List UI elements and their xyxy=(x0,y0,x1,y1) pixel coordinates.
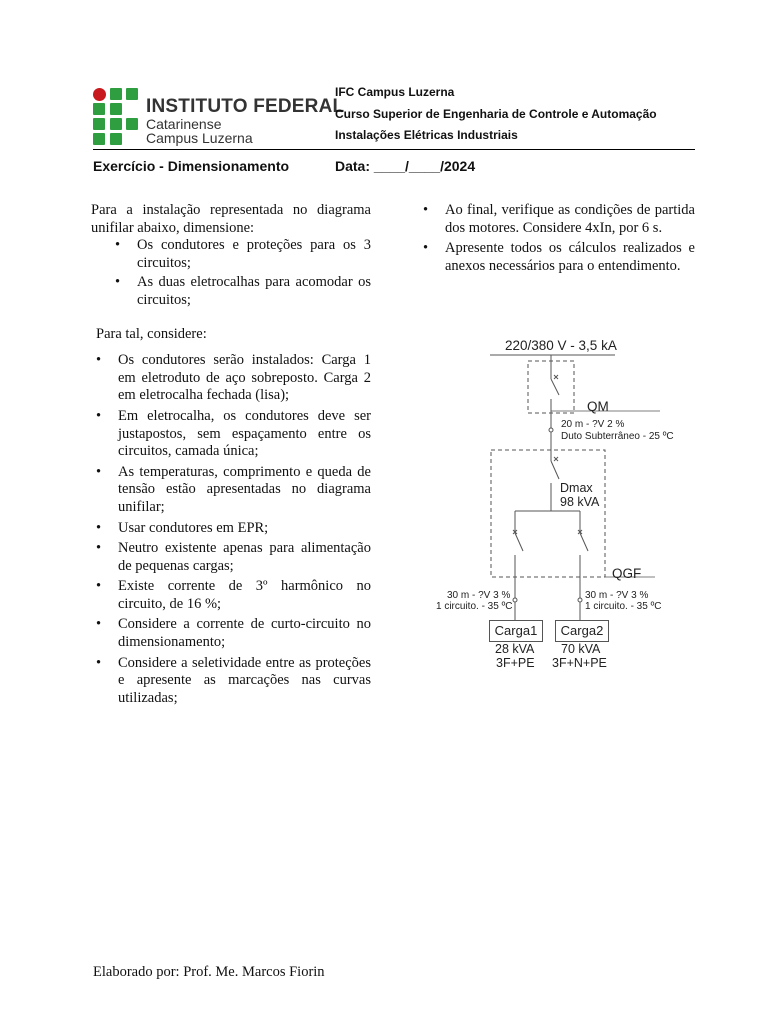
instructions-right-column xyxy=(418,202,695,278)
feeder-length-label: 20 m - ?V 2 % xyxy=(561,419,625,430)
list-item: • Usar condutores em EPR; xyxy=(91,520,371,538)
source-label: 220/380 V - 3,5 kA xyxy=(505,338,617,353)
date-field: Data: ____/____/2024 xyxy=(335,158,476,174)
author-footer: Elaborado por: Prof. Me. Marcos Fiorin xyxy=(93,964,325,980)
institution-logo xyxy=(93,88,345,146)
qgf-enclosure xyxy=(491,450,605,577)
list-item: • Considere a seletividade entre as proteções e apresente as marcações nas curvas utilizadas; xyxy=(91,655,371,708)
feeder-install-label: Duto Subterrâneo - 25 ºC xyxy=(561,431,674,442)
circuit2-breaker-contact xyxy=(580,533,588,551)
qm-label: QM xyxy=(587,399,609,414)
list-item: • Apresente todos os cálculos realizados e anexos necessários para o entendimento. xyxy=(418,240,695,275)
logo-square xyxy=(110,118,122,130)
circuit1-install-label: 1 circuito. - 35 ºC xyxy=(436,601,513,612)
list-item: • Os condutores e proteções para os 3 circuitos; xyxy=(91,237,371,272)
circuit1-breaker-contact xyxy=(515,533,523,551)
list-item: • Ao final, verifique as condições de partida dos motores. Considere 4xIn, por 6 s. xyxy=(418,202,695,237)
logo-square xyxy=(93,103,105,115)
qgf-label: QGF xyxy=(612,566,642,581)
exercise-title: Exercício - Dimensionamento xyxy=(93,158,290,174)
qgf-main-breaker-contact xyxy=(551,461,559,479)
circuit2-install-label: 1 circuito. - 35 ºC xyxy=(585,601,662,612)
list-item: • Os condutores serão instalados: Carga 1 em eletroduto de aço sobreposto. Carga 2 em eletrocalha fechada (lisa); xyxy=(91,352,371,405)
intro-text: Para a instalação representada no diagrama unifilar abaixo, dimensione: xyxy=(91,202,371,236)
logo-square xyxy=(110,88,122,100)
header-discipline: Instalações Elétricas Industriais xyxy=(335,128,518,142)
consider-label: Para tal, considere: xyxy=(96,325,207,342)
header-divider xyxy=(93,149,695,150)
circuit1-node xyxy=(513,598,517,602)
list-item: • As temperaturas, comprimento e queda de tensão estão apresentadas no diagrama unifilar; xyxy=(91,464,371,517)
header-course: Curso Superior de Engenharia de Controle e Automação xyxy=(335,107,657,121)
circuit1-length-label: 30 m - ?V 3 % xyxy=(447,590,511,601)
feeder-node xyxy=(549,428,553,432)
load1-power: 28 kVA xyxy=(495,642,535,656)
single-line-diagram xyxy=(425,333,705,693)
logo-square xyxy=(126,118,138,130)
circuit2-length-label: 30 m - ?V 3 % xyxy=(585,590,649,601)
logo-square xyxy=(110,133,122,145)
logo-subtitle: Catarinense xyxy=(146,116,222,132)
list-item: • Neutro existente apenas para alimentação de pequenas cargas; xyxy=(91,540,371,575)
header-campus: IFC Campus Luzerna xyxy=(335,85,455,99)
list-item: • Existe corrente de 3º harmônico no circuito, de 16 %; xyxy=(91,578,371,613)
final-list xyxy=(418,202,695,275)
logo-square xyxy=(126,88,138,100)
consider-list xyxy=(91,352,371,707)
load2-box: Carga2 xyxy=(555,620,609,642)
load2-config: 3F+N+PE xyxy=(552,656,607,670)
list-item: • Em eletrocalha, os condutores deve ser justapostos, sem espaçamento entre os circuitos, camada única; xyxy=(91,408,371,461)
load1-box: Carga1 xyxy=(489,620,543,642)
logo-red-circle xyxy=(93,88,106,101)
load1-config: 3F+PE xyxy=(496,656,535,670)
intro-list xyxy=(91,237,371,309)
logo-square xyxy=(93,133,105,145)
logo-square xyxy=(110,103,122,115)
instructions-left-column xyxy=(91,202,371,710)
circuit2-node xyxy=(578,598,582,602)
list-item: • Considere a corrente de curto-circuito no dimensionamento; xyxy=(91,616,371,651)
logo-campus: Campus Luzerna xyxy=(146,130,253,146)
load2-power: 70 kVA xyxy=(561,642,601,656)
dmax-value: 98 kVA xyxy=(560,495,600,509)
dmax-label: Dmax xyxy=(560,481,593,495)
logo-square xyxy=(93,118,105,130)
logo-name: INSTITUTO FEDERAL xyxy=(146,96,345,117)
list-item: • As duas eletrocalhas para acomodar os circuitos; xyxy=(91,274,371,309)
qm-breaker-contact xyxy=(551,379,559,395)
